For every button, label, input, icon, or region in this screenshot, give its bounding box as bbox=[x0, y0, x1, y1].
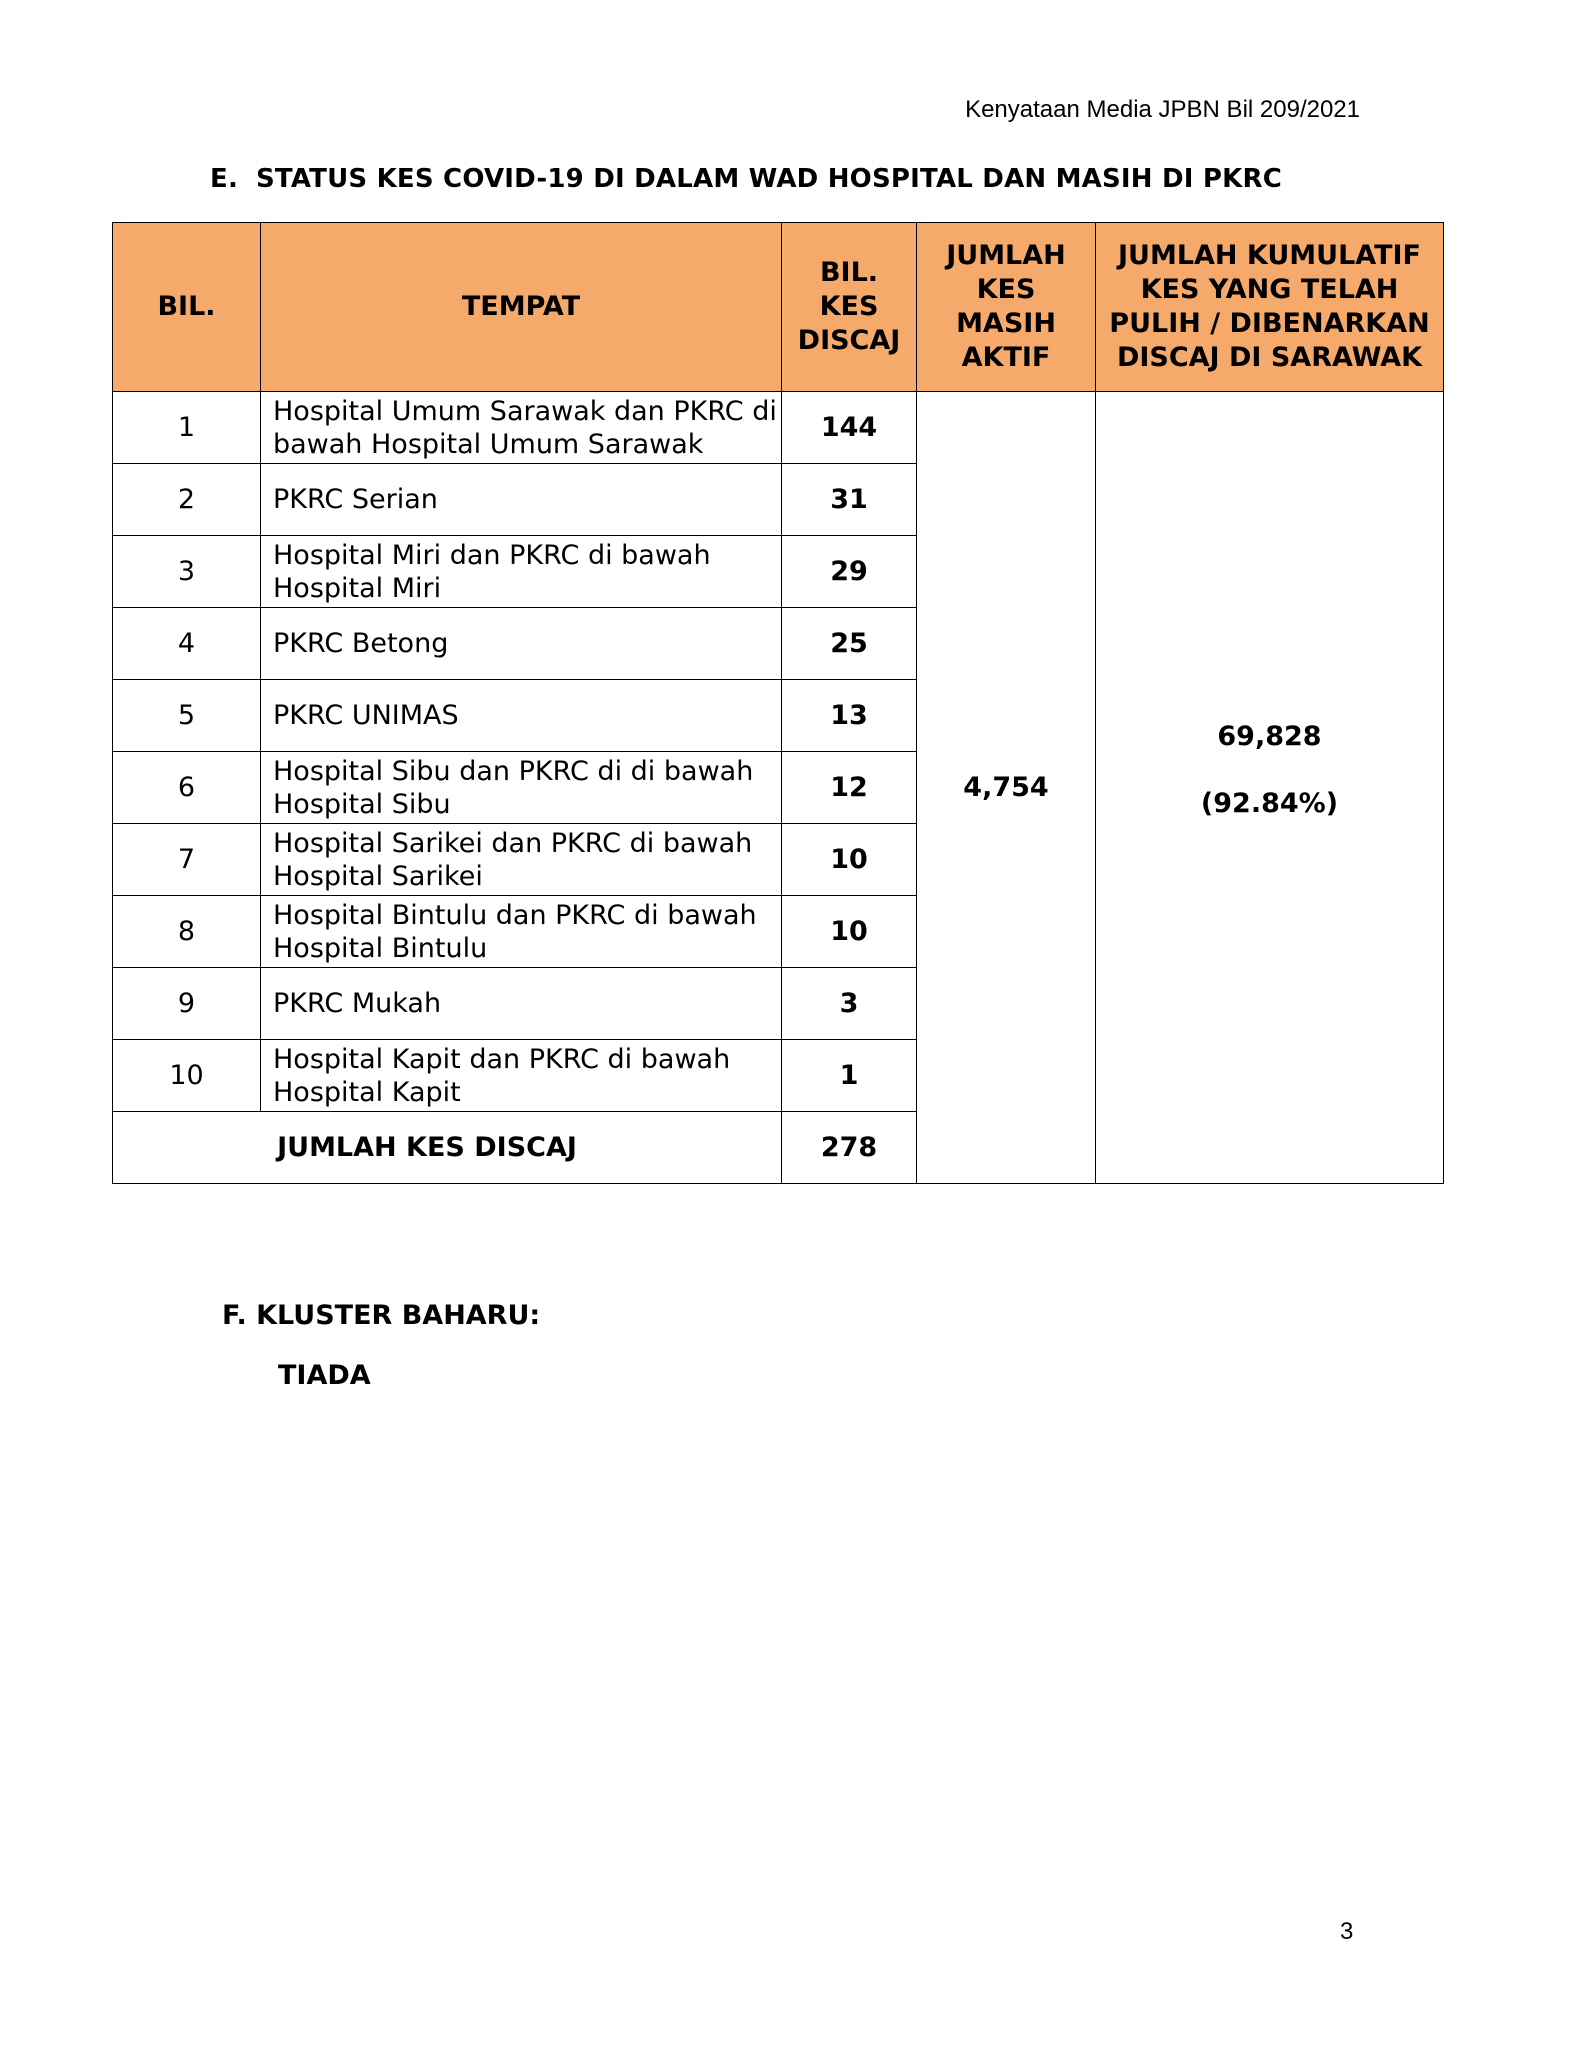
row-tempat: Hospital Sarikei dan PKRC di bawah Hospital Sarikei bbox=[261, 824, 782, 896]
row-tempat: PKRC UNIMAS bbox=[261, 680, 782, 752]
row-bil: 6 bbox=[113, 752, 261, 824]
section-e-heading bbox=[210, 164, 1410, 194]
section-f-heading: F. KLUSTER BAHARU: bbox=[222, 1300, 541, 1331]
row-discaj: 31 bbox=[782, 464, 917, 536]
row-bil: 10 bbox=[113, 1040, 261, 1112]
active-cases-value: 4,754 bbox=[963, 772, 1049, 803]
row-discaj: 25 bbox=[782, 608, 917, 680]
row-bil: 7 bbox=[113, 824, 261, 896]
row-bil: 2 bbox=[113, 464, 261, 536]
cumulative-percentage: (92.84%) bbox=[1200, 787, 1339, 819]
row-bil: 1 bbox=[113, 392, 261, 464]
row-tempat: PKRC Mukah bbox=[261, 968, 782, 1040]
row-discaj: 13 bbox=[782, 680, 917, 752]
page-number: 3 bbox=[1340, 1918, 1354, 1945]
row-bil: 9 bbox=[113, 968, 261, 1040]
active-cases-cell bbox=[917, 392, 1096, 1184]
row-discaj: 144 bbox=[782, 392, 917, 464]
table-row bbox=[113, 392, 1444, 464]
row-discaj: 1 bbox=[782, 1040, 917, 1112]
total-value: 278 bbox=[782, 1112, 917, 1184]
row-discaj: 12 bbox=[782, 752, 917, 824]
section-e-letter: E. bbox=[210, 164, 239, 194]
row-discaj: 3 bbox=[782, 968, 917, 1040]
row-bil: 8 bbox=[113, 896, 261, 968]
row-bil: 5 bbox=[113, 680, 261, 752]
row-tempat: PKRC Betong bbox=[261, 608, 782, 680]
row-bil: 4 bbox=[113, 608, 261, 680]
document-reference: Kenyataan Media JPBN Bil 209/2021 bbox=[965, 96, 1360, 123]
row-tempat: Hospital Kapit dan PKRC di bawah Hospital Kapit bbox=[261, 1040, 782, 1112]
header-bil: BIL. bbox=[113, 223, 261, 392]
row-tempat: PKRC Serian bbox=[261, 464, 782, 536]
row-tempat: Hospital Sibu dan PKRC di di bawah Hospital Sibu bbox=[261, 752, 782, 824]
header-tempat: TEMPAT bbox=[261, 223, 782, 392]
covid-status-table bbox=[112, 222, 1444, 1184]
row-tempat: Hospital Bintulu dan PKRC di bawah Hospital Bintulu bbox=[261, 896, 782, 968]
header-jumlah-kumulatif: JUMLAH KUMULATIF KES YANG TELAH PULIH / DIBENARKAN DISCAJ DI SARAWAK bbox=[1096, 223, 1444, 392]
section-e-title: STATUS KES COVID-19 DI DALAM WAD HOSPITAL DAN MASIH DI PKRC bbox=[256, 164, 1283, 194]
cumulative-cell bbox=[1096, 392, 1444, 1184]
row-tempat: Hospital Umum Sarawak dan PKRC di bawah Hospital Umum Sarawak bbox=[261, 392, 782, 464]
cumulative-value: 69,828 bbox=[1217, 720, 1322, 752]
row-bil: 3 bbox=[113, 536, 261, 608]
row-tempat: Hospital Miri dan PKRC di bawah Hospital Miri bbox=[261, 536, 782, 608]
header-bil-kes-discaj: BIL. KES DISCAJ bbox=[782, 223, 917, 392]
table-header-row bbox=[113, 223, 1444, 392]
section-f-value: TIADA bbox=[278, 1360, 371, 1391]
total-label: JUMLAH KES DISCAJ bbox=[113, 1112, 782, 1184]
header-jumlah-kes-aktif: JUMLAH KES MASIH AKTIF bbox=[917, 223, 1096, 392]
row-discaj: 10 bbox=[782, 896, 917, 968]
row-discaj: 29 bbox=[782, 536, 917, 608]
row-discaj: 10 bbox=[782, 824, 917, 896]
